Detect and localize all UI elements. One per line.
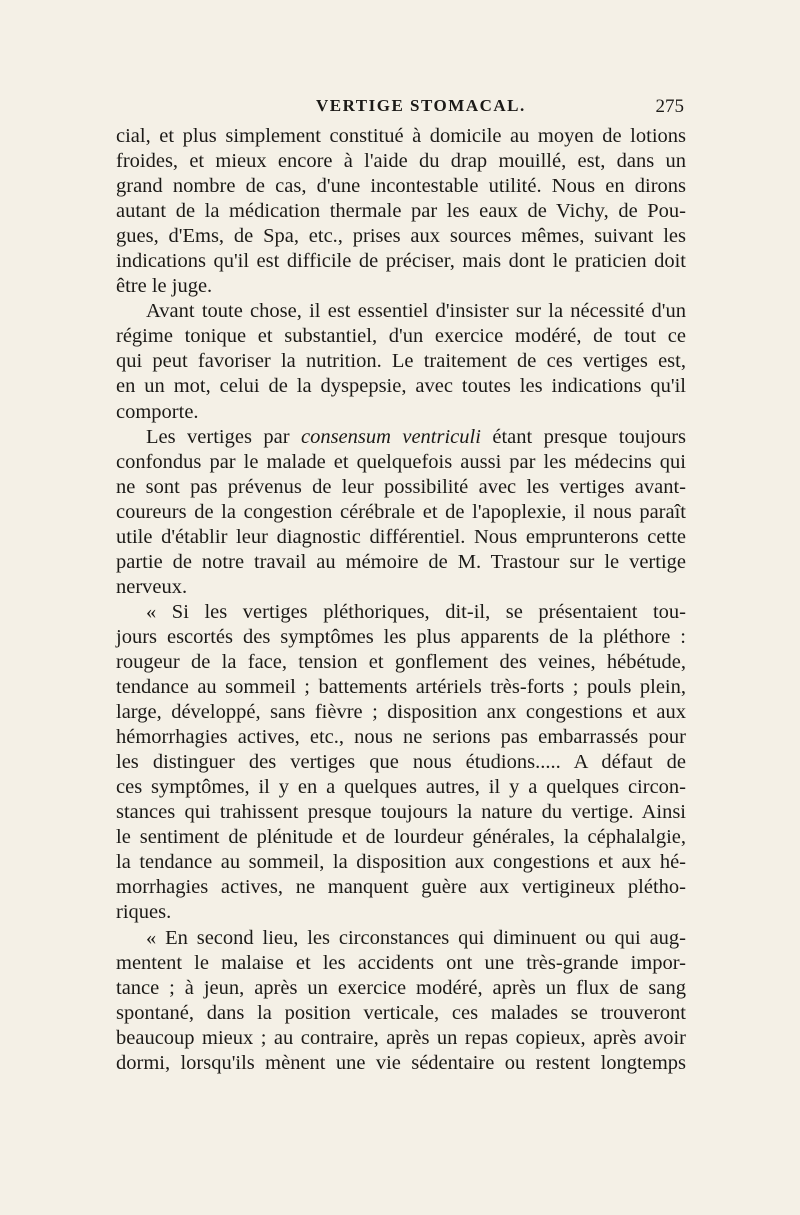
- page-number: 275: [655, 96, 684, 117]
- text-line: morrhagies actives, ne manquent guère aux vertigineux plétho-: [116, 876, 686, 899]
- text-line: grand nombre de cas, d'une incontestable utilité. Nous en dirons: [116, 175, 686, 198]
- text-line: tendance au sommeil ; battements artériels très-forts ; pouls plein,: [116, 676, 686, 699]
- text-run: Les vertiges par: [146, 425, 301, 448]
- text-line: comporte.: [116, 400, 199, 423]
- text-line: la tendance au sommeil, la disposition aux congestions et aux hé-: [116, 851, 686, 874]
- running-head: [116, 96, 684, 120]
- text-line: régime tonique et substantiel, d'un exercice modéré, de tout ce: [116, 325, 686, 348]
- text-line: les distinguer des vertiges que nous étudions..... A défaut de: [116, 751, 686, 774]
- text-line: rougeur de la face, tension et gonflement des veines, hébétude,: [116, 650, 686, 673]
- text-line: large, développé, sans fièvre ; disposition anx congestions et aux: [116, 701, 686, 724]
- text-line: jours escortés des symptômes les plus apparents de la pléthore :: [116, 625, 686, 648]
- text-line: hémorrhagies actives, etc., nous ne serions pas embarrassés pour: [116, 726, 686, 749]
- text-line: autant de la médication thermale par les eaux de Vichy, de Pou-: [116, 200, 686, 223]
- body-text: [116, 124, 686, 1076]
- text-run: étant presque toujours: [480, 425, 687, 448]
- text-line: riques.: [116, 901, 172, 924]
- text-line: indications qu'il est difficile de préciser, mais dont le praticien doit: [116, 250, 686, 273]
- text-line: coureurs de la congestion cérébrale et de l'apoplexie, il nous paraît: [116, 500, 686, 523]
- text-line: confondus par le malade et quelquefois aussi par les médecins qui: [116, 450, 686, 473]
- text-line: ne sont pas prévenus de leur possibilité avec les vertiges avant-: [116, 475, 686, 498]
- running-title: VERTIGE STOMACAL.: [316, 96, 526, 115]
- text-line: en un mot, celui de la dyspepsie, avec toutes les indications qu'il: [116, 375, 686, 398]
- text-line: stances qui trahissent presque toujours la nature du vertige. Ainsi: [116, 801, 686, 824]
- text-line: beaucoup mieux ; au contraire, après un repas copieux, après avoir: [116, 1026, 686, 1049]
- text-line: dormi, lorsqu'ils mènent une vie sédentaire ou restent longtemps: [116, 1051, 686, 1074]
- text-line: mentent le malaise et les accidents ont une très-grande impor-: [116, 951, 686, 974]
- text-line: Avant toute chose, il est essentiel d'insister sur la nécessité d'un: [146, 300, 686, 323]
- text-line: partie de notre travail au mémoire de M. Trastour sur le vertige: [116, 550, 686, 573]
- text-line-mixed: [116, 425, 686, 450]
- text-line: cial, et plus simplement constitué à domicile au moyen de lotions: [116, 125, 686, 147]
- text-line: nerveux.: [116, 575, 188, 598]
- text-line: « Si les vertiges pléthoriques, dit-il, se présentaient tou-: [146, 600, 686, 623]
- text-line: « En second lieu, les circonstances qui diminuent ou qui aug-: [146, 926, 686, 949]
- text-line: utile d'établir leur diagnostic différentiel. Nous emprunterons cette: [116, 525, 686, 548]
- italic-phrase: consensum ventriculi: [300, 425, 481, 448]
- text-line: froides, et mieux encore à l'aide du drap mouillé, est, dans un: [116, 150, 686, 173]
- text-line: tance ; à jeun, après un exercice modéré, après un flux de sang: [116, 976, 686, 999]
- text-line: le sentiment de plénitude et de lourdeur générales, la céphalalgie,: [116, 826, 686, 849]
- text-line: spontané, dans la position verticale, ces malades se trouveront: [116, 1001, 686, 1024]
- text-line: ces symptômes, il y en a quelques autres, il y a quelques circon-: [116, 776, 686, 799]
- text-line: qui peut favoriser la nutrition. Le traitement de ces vertiges est,: [116, 350, 686, 373]
- text-line: gues, d'Ems, de Spa, etc., prises aux sources mêmes, suivant les: [116, 225, 686, 248]
- text-line: être le juge.: [116, 275, 213, 298]
